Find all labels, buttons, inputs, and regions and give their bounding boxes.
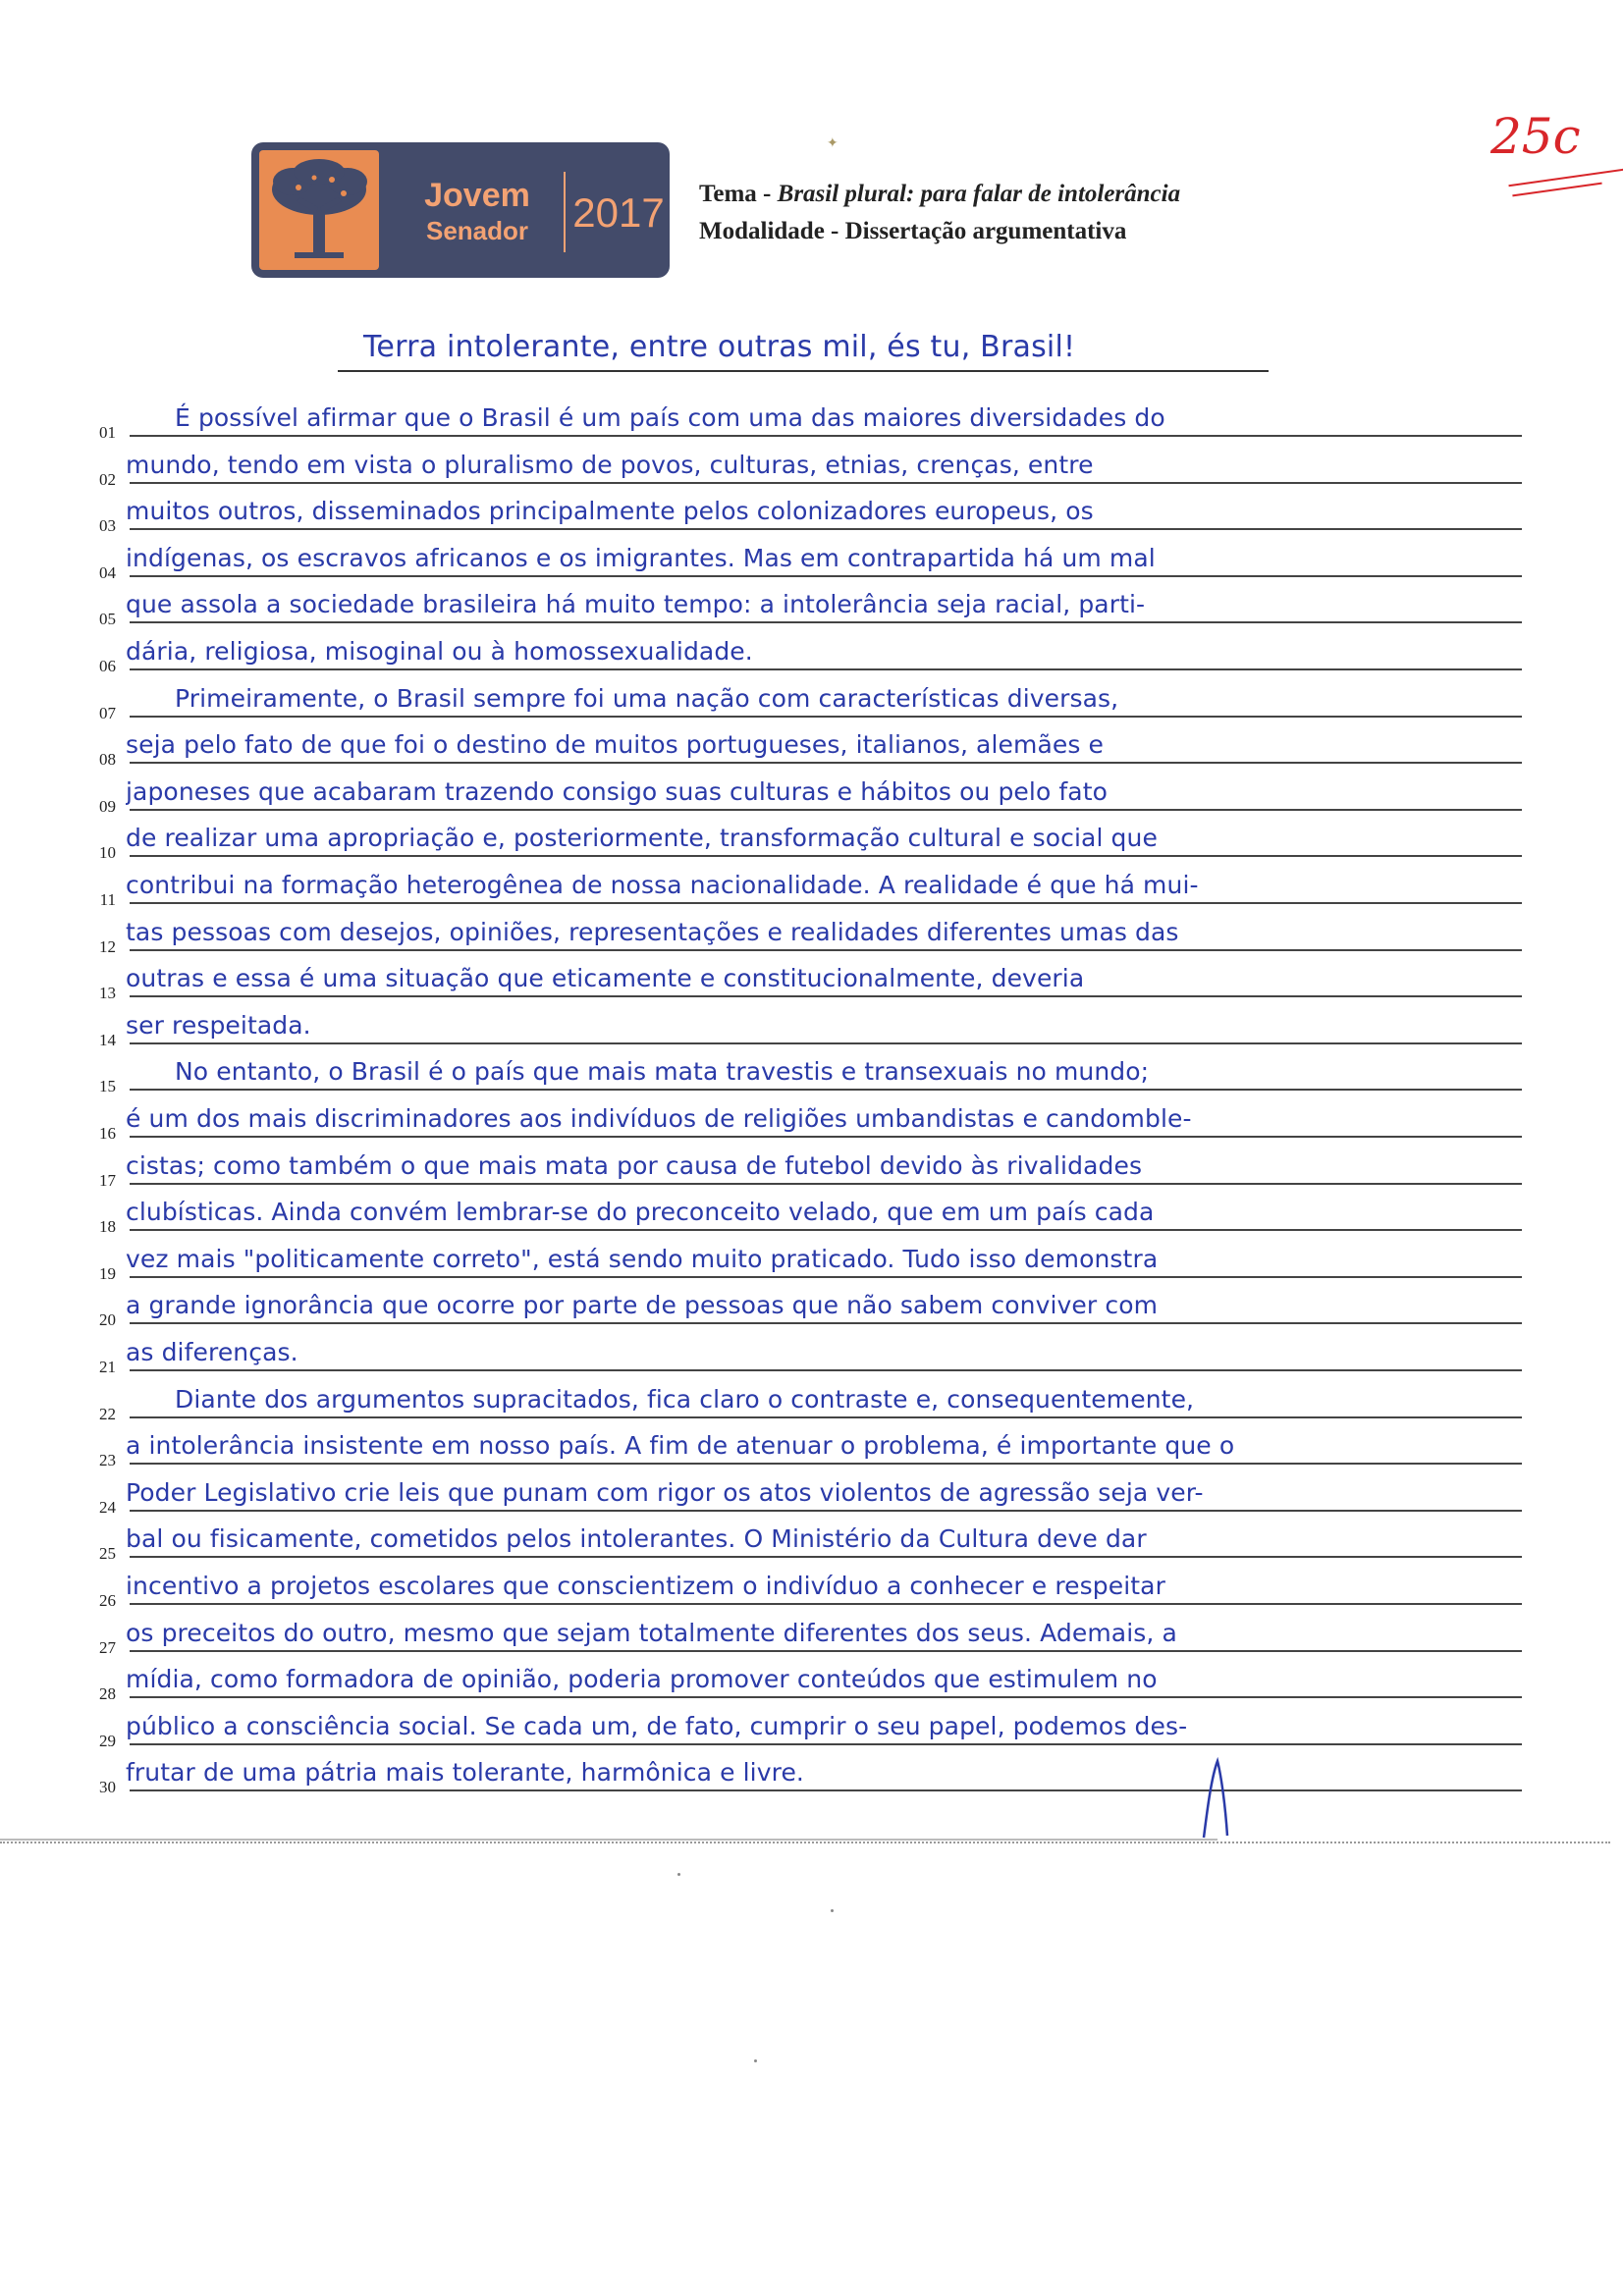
paper-speck bbox=[754, 2059, 757, 2062]
essay-line-text: É possível afirmar que o Brasil é um país com uma das maiores diversidades do bbox=[175, 403, 1165, 432]
line-number: 07 bbox=[99, 704, 116, 722]
line-number: 19 bbox=[99, 1264, 116, 1283]
essay-line-text: incentivo a projetos escolares que conscientizem o indivíduo a conhecer e respeitar bbox=[126, 1572, 1165, 1600]
tema-value: Brasil plural: para falar de intolerância bbox=[777, 181, 1181, 207]
line-number: 03 bbox=[99, 516, 116, 535]
line-number: 05 bbox=[99, 610, 116, 628]
essay-line-text: seja pelo fato de que foi o destino de muitos portugueses, italianos, alemães e bbox=[126, 730, 1105, 759]
essay-line-text: indígenas, os escravos africanos e os imigrantes. Mas em contrapartida há um mal bbox=[126, 544, 1156, 572]
logo-jovem-text: Jovem bbox=[424, 177, 530, 214]
line-number: 02 bbox=[99, 470, 116, 489]
essay-line-text: frutar de uma pátria mais tolerante, harmônica e livre. bbox=[126, 1758, 804, 1787]
tema-label: Tema - bbox=[699, 181, 778, 207]
essay-line-text: clubísticas. Ainda convém lembrar-se do preconceito velado, que em um país cada bbox=[126, 1198, 1155, 1226]
line-number: 22 bbox=[99, 1405, 116, 1423]
essay-line-text: mídia, como formadora de opinião, poderia promover conteúdos que estimulem no bbox=[126, 1665, 1158, 1693]
line-number: 16 bbox=[99, 1124, 116, 1143]
essay-line-text: No entanto, o Brasil é o país que mais mata travestis e transexuais no mundo; bbox=[175, 1057, 1150, 1086]
essay-line-text: as diferenças. bbox=[126, 1338, 298, 1366]
tree-icon bbox=[259, 150, 379, 270]
logo-year: 2017 bbox=[572, 189, 665, 236]
line-number: 30 bbox=[99, 1778, 116, 1796]
line-number: 17 bbox=[99, 1171, 116, 1190]
essay-line-text: Poder Legislativo crie leis que punam com rigor os atos violentos de agressão seja ver- bbox=[126, 1478, 1204, 1507]
essay-line-text: dária, religiosa, misoginal ou à homossexualidade. bbox=[126, 637, 753, 666]
line-number: 25 bbox=[99, 1544, 116, 1563]
line-number: 20 bbox=[99, 1310, 116, 1329]
line-number: 13 bbox=[99, 984, 116, 1002]
line-number: 15 bbox=[99, 1077, 116, 1095]
paper-speck bbox=[677, 1873, 680, 1876]
line-number: 01 bbox=[99, 423, 116, 442]
essay-line-text: tas pessoas com desejos, opiniões, representações e realidades diferentes umas das bbox=[126, 918, 1179, 946]
line-number: 23 bbox=[99, 1451, 116, 1469]
line-number: 10 bbox=[99, 843, 116, 862]
essay-line-text: que assola a sociedade brasileira há muito tempo: a intolerância seja racial, parti- bbox=[126, 590, 1146, 618]
line-number: 24 bbox=[99, 1498, 116, 1517]
line-number: 26 bbox=[99, 1591, 116, 1610]
line-number: 18 bbox=[99, 1217, 116, 1236]
essay-line-text: vez mais "politicamente correto", está sendo muito praticado. Tudo isso demonstra bbox=[126, 1245, 1159, 1273]
line-number: 27 bbox=[99, 1638, 116, 1657]
title-rule bbox=[338, 370, 1269, 372]
line-number: 09 bbox=[99, 797, 116, 816]
essay-line-text: de realizar uma apropriação e, posteriormente, transformação cultural e social que bbox=[126, 824, 1158, 852]
line-number: 06 bbox=[99, 657, 116, 675]
essay-line-text: cistas; como também o que mais mata por causa de futebol devido às rivalidades bbox=[126, 1151, 1143, 1180]
line-number: 12 bbox=[99, 937, 116, 956]
line-number: 04 bbox=[99, 563, 116, 582]
modalidade-heading: Modalidade - Dissertação argumentativa bbox=[699, 218, 1127, 244]
line-number: 14 bbox=[99, 1031, 116, 1049]
essay-line-text: a grande ignorância que ocorre por parte de pessoas que não sabem conviver com bbox=[126, 1291, 1159, 1319]
logo-divider bbox=[564, 172, 566, 252]
essay-line-text: bal ou fisicamente, cometidos pelos intolerantes. O Ministério da Cultura deve dar bbox=[126, 1524, 1147, 1553]
line-number: 29 bbox=[99, 1732, 116, 1750]
essay-title: Terra intolerante, entre outras mil, és tu, Brasil! bbox=[363, 330, 1076, 364]
footer-rule bbox=[0, 1839, 1217, 1841]
essay-line-text: Diante dos argumentos supracitados, fica claro o contraste e, consequentemente, bbox=[175, 1385, 1195, 1414]
tema-heading bbox=[699, 181, 1180, 208]
essay-line-text: outras e essa é uma situação que eticamente e constitucionalmente, deveria bbox=[126, 964, 1085, 992]
essay-line-text: é um dos mais discriminadores aos indivíduos de religiões umbandistas e candomble- bbox=[126, 1104, 1192, 1133]
footer-dotted-rule bbox=[0, 1842, 1610, 1843]
essay-line-text: muitos outros, disseminados principalmente pelos colonizadores europeus, os bbox=[126, 497, 1094, 525]
essay-line-text: ser respeitada. bbox=[126, 1011, 311, 1040]
line-number: 11 bbox=[99, 890, 116, 909]
essay-line-text: público a consciência social. Se cada um, de fato, cumprir o seu papel, podemos des- bbox=[126, 1712, 1188, 1740]
logo-senador-text: Senador bbox=[425, 216, 529, 245]
essay-line-text: japoneses que acabaram trazendo consigo suas culturas e hábitos ou pelo fato bbox=[126, 777, 1109, 806]
line-number: 21 bbox=[99, 1358, 116, 1376]
line-number: 08 bbox=[99, 750, 116, 769]
essay-line-text: mundo, tendo em vista o pluralismo de povos, culturas, etnias, crenças, entre bbox=[126, 451, 1094, 479]
essay-line-text: contribui na formação heterogênea de nossa nacionalidade. A realidade é que há mui- bbox=[126, 871, 1199, 899]
essay-line-text: Primeiramente, o Brasil sempre foi uma nação com características diversas, bbox=[175, 684, 1119, 713]
line-number: 28 bbox=[99, 1684, 116, 1703]
ink-mark: ✦ bbox=[827, 135, 839, 151]
essay-line-text: os preceitos do outro, mesmo que sejam totalmente diferentes dos seus. Ademais, a bbox=[126, 1619, 1177, 1647]
essay-line-text: a intolerância insistente em nosso país. A fim de atenuar o problema, é importante que o bbox=[126, 1431, 1235, 1460]
grade-mark: 25c bbox=[1490, 108, 1581, 165]
signature-mark bbox=[1198, 1757, 1237, 1840]
paper-speck bbox=[831, 1909, 834, 1912]
jovem-senador-logo bbox=[251, 142, 670, 278]
